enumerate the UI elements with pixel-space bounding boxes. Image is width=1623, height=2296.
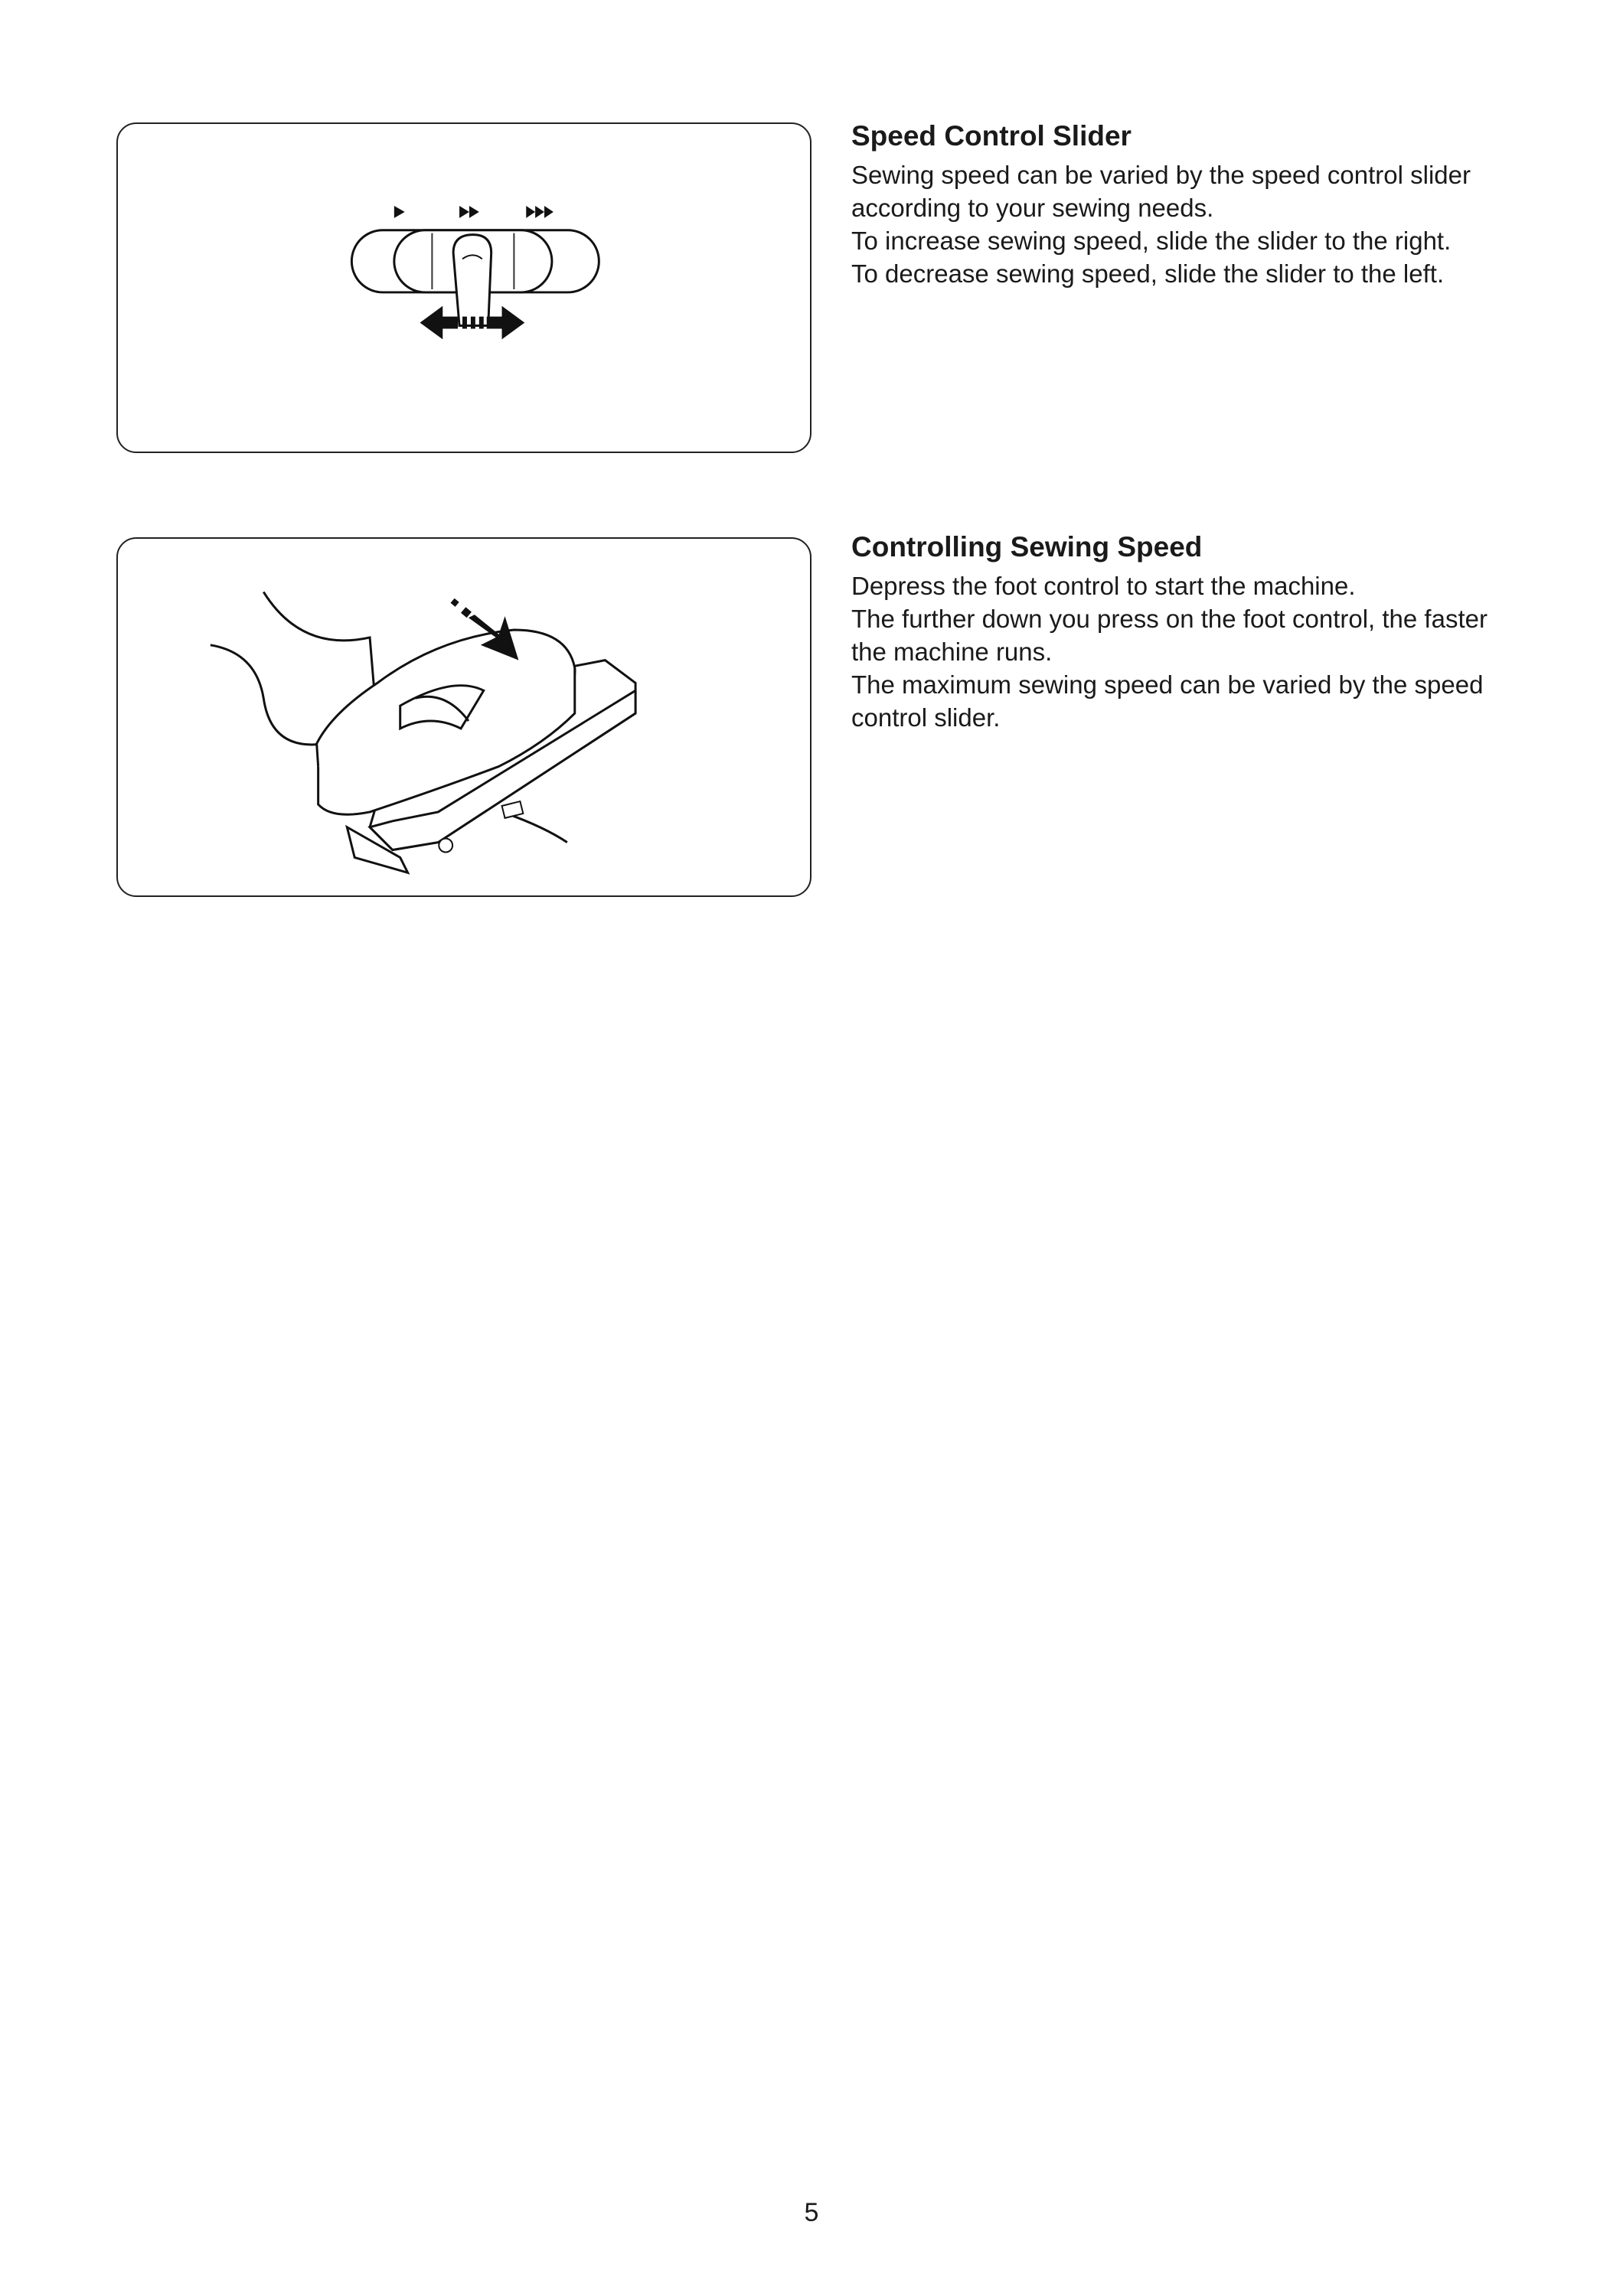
speed-control-slider-section bbox=[851, 119, 1556, 290]
fast-speed-icon-b bbox=[535, 206, 544, 218]
speed-slider-figure bbox=[116, 122, 812, 453]
body-line: control slider. bbox=[851, 703, 1001, 732]
foot-control-figure bbox=[116, 537, 812, 897]
slow-speed-icon bbox=[394, 206, 405, 218]
body-line: To increase sewing speed, slide the slider to the right. bbox=[851, 227, 1452, 255]
page-number: 5 bbox=[804, 2198, 819, 2227]
cord bbox=[507, 814, 567, 843]
foot-control-illustration bbox=[118, 539, 810, 895]
body-line: To decrease sewing speed, slide the slider to the left. bbox=[851, 259, 1445, 288]
body-line: according to your sewing needs. bbox=[851, 194, 1214, 222]
section-heading: Speed Control Slider bbox=[851, 120, 1132, 152]
speed-control-slider-illustration bbox=[118, 124, 810, 452]
speed-indicator-icons bbox=[394, 206, 554, 218]
body-line: Sewing speed can be varied by the speed control slider bbox=[851, 161, 1471, 189]
fast-speed-icon-a bbox=[526, 206, 535, 218]
fast-speed-icon-c bbox=[544, 206, 554, 218]
body-line: Depress the foot control to start the machine. bbox=[851, 572, 1356, 600]
body-line: The maximum sewing speed can be varied by the speed bbox=[851, 670, 1484, 699]
controlling-sewing-speed-section bbox=[851, 530, 1556, 734]
body-line: the machine runs. bbox=[851, 638, 1053, 666]
medium-speed-icon-b bbox=[469, 206, 479, 218]
medium-speed-icon-a bbox=[459, 206, 469, 218]
finger-icon bbox=[453, 235, 491, 326]
body-line: The further down you press on the foot control, the faster bbox=[851, 605, 1487, 633]
section-heading: Controlling Sewing Speed bbox=[851, 531, 1203, 563]
